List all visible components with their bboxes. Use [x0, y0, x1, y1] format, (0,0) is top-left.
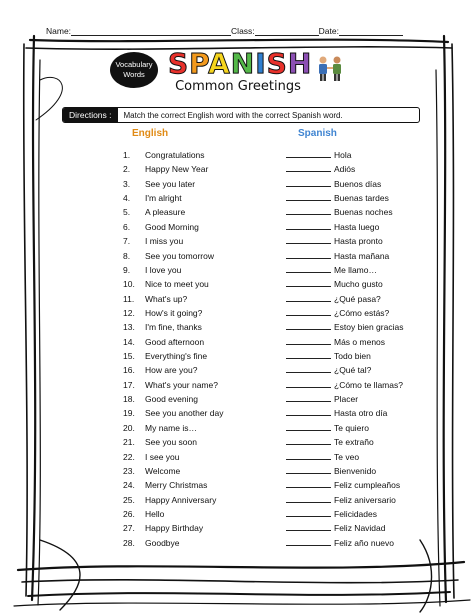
list-item [123, 536, 443, 550]
list-item [123, 406, 443, 420]
item-number: 21. [123, 437, 135, 448]
title-letter: S [266, 47, 288, 80]
item-number: 23. [123, 465, 135, 476]
title-letter: N [230, 47, 256, 80]
english-word: Happy New Year [145, 164, 209, 175]
item-number: 10. [123, 279, 135, 290]
item-number: 8. [123, 250, 131, 261]
item-number: 5. [123, 207, 131, 218]
list-item [123, 392, 443, 406]
spanish-word: Bienvenido [334, 465, 377, 476]
directions-label: Directions : [63, 108, 118, 122]
class-label: Class: [231, 26, 255, 36]
english-word: Merry Christmas [145, 480, 208, 491]
answer-blank[interactable] [286, 372, 331, 373]
list-item [123, 378, 443, 392]
spanish-word: Buenos días [334, 178, 382, 189]
answer-blank[interactable] [286, 301, 331, 302]
spanish-word: ¿Qué pasa? [334, 293, 381, 304]
list-item [123, 162, 443, 176]
answer-blank[interactable] [286, 344, 331, 345]
english-word: A pleasure [145, 207, 186, 218]
spanish-word: Hasta mañana [334, 250, 390, 261]
item-number: 19. [123, 408, 135, 419]
spanish-word: ¿Qué tal? [334, 365, 372, 376]
item-number: 7. [123, 236, 131, 247]
answer-blank[interactable] [286, 530, 331, 531]
answer-blank[interactable] [286, 243, 331, 244]
item-number: 28. [123, 537, 135, 548]
title-letter: H [287, 47, 313, 80]
list-item [123, 421, 443, 435]
item-number: 14. [123, 336, 135, 347]
item-number: 4. [123, 193, 131, 204]
answer-blank[interactable] [286, 430, 331, 431]
spanish-word: Felicidades [334, 508, 377, 519]
list-item [123, 205, 443, 219]
english-word: Happy Birthday [145, 523, 204, 534]
title-letter: A [208, 47, 231, 80]
spanish-word: Todo bien [334, 351, 371, 362]
list-item [123, 191, 443, 205]
answer-blank[interactable] [286, 487, 331, 488]
spanish-word: Placer [334, 394, 359, 405]
english-word: How are you? [145, 365, 198, 376]
date-field[interactable] [339, 27, 403, 36]
item-number: 24. [123, 480, 135, 491]
spanish-column-header: Spanish [298, 128, 337, 139]
item-number: 15. [123, 351, 135, 362]
list-item [123, 363, 443, 377]
item-number: 2. [123, 164, 131, 175]
english-word: I'm fine, thanks [145, 322, 202, 333]
english-word: What's your name? [145, 379, 218, 390]
english-word: Good evening [145, 394, 198, 405]
answer-blank[interactable] [286, 171, 331, 172]
item-number: 6. [123, 221, 131, 232]
list-item [123, 464, 443, 478]
english-word: See you another day [145, 408, 224, 419]
item-number: 20. [123, 422, 135, 433]
item-number: 27. [123, 523, 135, 534]
page-title [168, 47, 313, 80]
list-item [123, 521, 443, 535]
item-number: 25. [123, 494, 135, 505]
spanish-word: ¿Cómo estás? [334, 307, 390, 318]
list-item [123, 220, 443, 234]
answer-blank[interactable] [286, 258, 331, 259]
answer-blank[interactable] [286, 401, 331, 402]
english-word: Hello [145, 508, 165, 519]
list-item [123, 277, 443, 291]
title-letter: I [255, 47, 267, 80]
item-number: 26. [123, 508, 135, 519]
name-label: Name: [46, 26, 72, 36]
list-item [123, 292, 443, 306]
answer-blank[interactable] [286, 358, 331, 359]
spanish-word: Me llamo… [334, 264, 377, 275]
item-number: 11. [123, 293, 135, 304]
english-word: See you soon [145, 437, 197, 448]
list-item [123, 148, 443, 162]
item-number: 17. [123, 379, 135, 390]
answer-blank[interactable] [286, 315, 331, 316]
list-item [123, 335, 443, 349]
english-word: Nice to meet you [145, 279, 209, 290]
spanish-word: Hasta otro día [334, 408, 388, 419]
english-word: I'm alright [145, 193, 182, 204]
directions-box [62, 107, 420, 123]
english-word: See you tomorrow [145, 250, 214, 261]
list-item [123, 234, 443, 248]
item-number: 9. [123, 264, 131, 275]
spanish-word: Te quiero [334, 422, 369, 433]
list-item [123, 263, 443, 277]
answer-blank[interactable] [286, 387, 331, 388]
answer-blank[interactable] [286, 473, 331, 474]
answer-blank[interactable] [286, 200, 331, 201]
spanish-word: Te extraño [334, 437, 374, 448]
item-number: 16. [123, 365, 135, 376]
page-subtitle: Common Greetings [175, 79, 301, 94]
english-word: Welcome [145, 465, 181, 476]
answer-blank[interactable] [286, 214, 331, 215]
english-word: Happy Anniversary [145, 494, 217, 505]
spanish-word: Feliz aniversario [334, 494, 396, 505]
list-item [123, 320, 443, 334]
english-word: Congratulations [145, 150, 205, 160]
answer-blank[interactable] [286, 415, 331, 416]
answer-blank[interactable] [286, 502, 331, 503]
title-letter: S [168, 47, 190, 80]
spanish-word: Hasta luego [334, 221, 380, 232]
handshake-people-icon [316, 54, 344, 82]
list-item [123, 249, 443, 263]
name-field[interactable] [71, 27, 231, 36]
spanish-word: Te veo [334, 451, 360, 462]
list-item [123, 493, 443, 507]
spanish-word: Feliz año nuevo [334, 537, 395, 548]
spanish-word: ¿Cómo te llamas? [334, 379, 403, 390]
answer-blank[interactable] [286, 516, 331, 517]
spanish-word: Adiós [334, 164, 356, 175]
item-number: 1. [123, 150, 131, 160]
badge-line-1: Vocabulary [115, 60, 153, 69]
spanish-word: Feliz Navidad [334, 523, 386, 534]
answer-blank[interactable] [286, 157, 331, 158]
list-item [123, 306, 443, 320]
english-word: I miss you [145, 236, 184, 247]
english-word: Good Morning [145, 221, 199, 232]
class-field[interactable] [255, 27, 319, 36]
item-number: 12. [123, 307, 135, 318]
spanish-word: Más o menos [334, 336, 386, 347]
spanish-word: Estoy bien gracias [334, 322, 404, 333]
answer-blank[interactable] [286, 229, 331, 230]
answer-blank[interactable] [286, 272, 331, 273]
list-item [123, 507, 443, 521]
english-word: How's it going? [145, 307, 203, 318]
answer-blank[interactable] [286, 545, 331, 546]
spanish-word: Hola [334, 150, 352, 160]
title-letter: P [189, 47, 209, 80]
answer-blank[interactable] [286, 186, 331, 187]
english-word: Everything's fine [145, 351, 208, 362]
spanish-word: Buenas noches [334, 207, 393, 218]
english-word: My name is… [145, 422, 197, 433]
english-word: I see you [145, 451, 180, 462]
list-item [123, 177, 443, 191]
list-item [123, 349, 443, 363]
answer-blank[interactable] [286, 459, 331, 460]
spanish-word: Feliz cumpleaños [334, 480, 401, 491]
english-column-header: English [132, 128, 169, 139]
date-label: Date: [318, 26, 339, 36]
list-item [123, 435, 443, 449]
answer-blank[interactable] [286, 444, 331, 445]
spanish-word: Buenas tardes [334, 193, 389, 204]
spanish-word: Mucho gusto [334, 279, 383, 290]
english-word: I love you [145, 264, 182, 275]
list-item [123, 478, 443, 492]
english-word: See you later [145, 178, 196, 189]
header-fields [46, 26, 438, 36]
english-word: What's up? [145, 293, 188, 304]
english-word: Goodbye [145, 537, 180, 548]
badge-line-2: Words [123, 70, 145, 79]
answer-blank[interactable] [286, 286, 331, 287]
answer-blank[interactable] [286, 329, 331, 330]
spanish-word: Hasta pronto [334, 236, 383, 247]
item-number: 13. [123, 322, 135, 333]
english-word: Good afternoon [145, 336, 205, 347]
item-number: 18. [123, 394, 135, 405]
item-number: 3. [123, 178, 131, 189]
vocabulary-words-badge [110, 52, 158, 88]
item-number: 22. [123, 451, 135, 462]
directions-text: Match the correct English word with the correct Spanish word. [123, 110, 343, 120]
matching-list [123, 148, 443, 550]
list-item [123, 450, 443, 464]
